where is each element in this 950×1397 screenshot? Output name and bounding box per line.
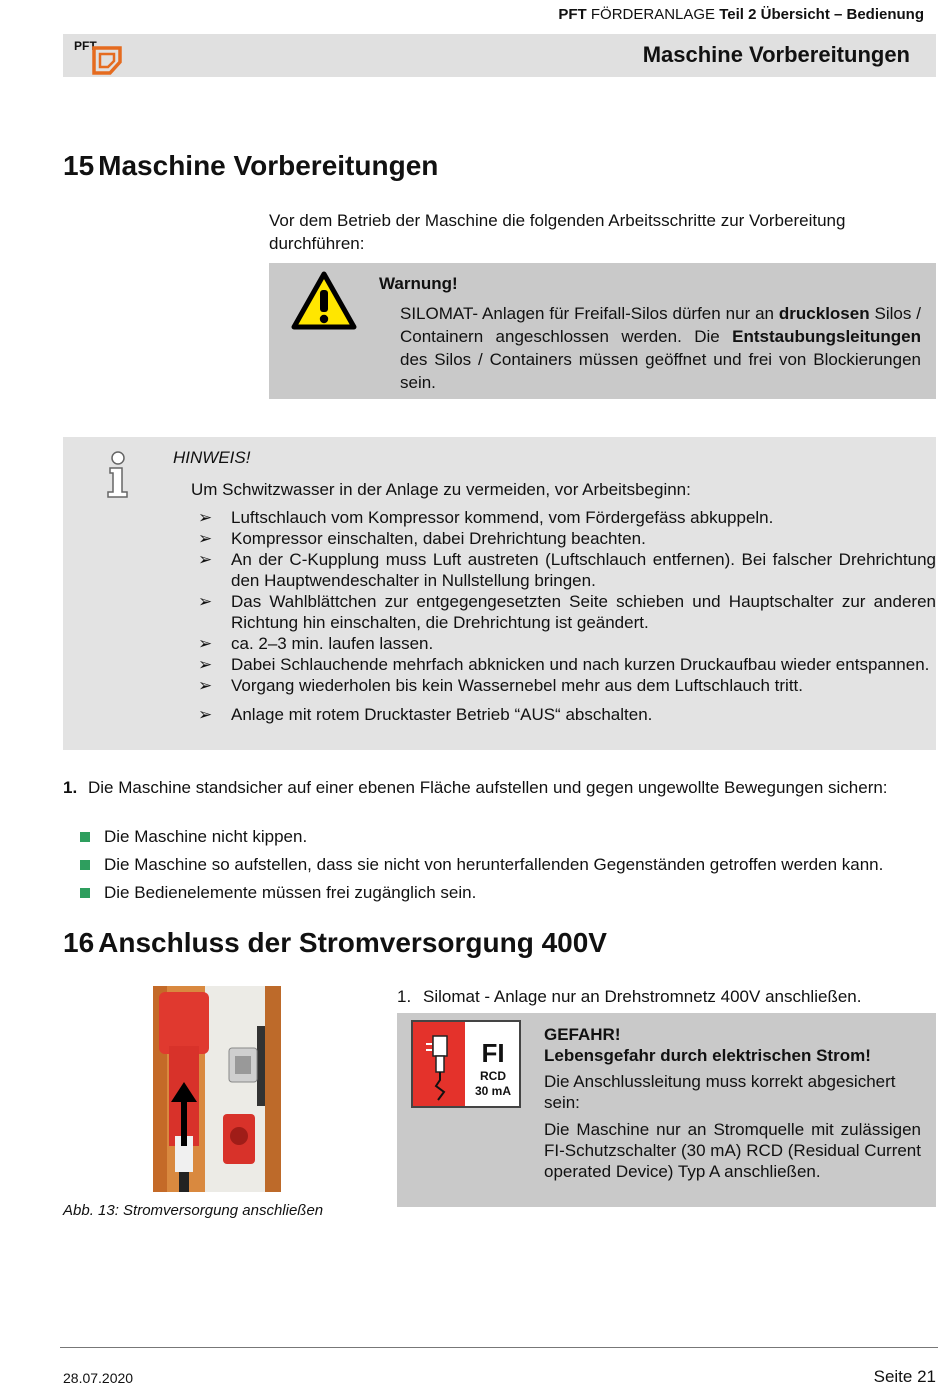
danger-text-2: Die Maschine nur an Stromquelle mit zulässigen FI-Schutzschalter (30 mA) RCD (Residual Current operated Device) Typ A anschließen. — [544, 1120, 921, 1181]
header-title: Maschine Vorbereitungen — [642, 42, 910, 67]
danger-title: GEFAHR! — [544, 1025, 621, 1044]
running-header: PFT FÖRDERANLAGE Teil 2 Übersicht – Bedienung — [558, 6, 924, 23]
green-square-bullet-icon — [80, 888, 90, 898]
list-item: ➢ An der C-Kupplung muss Luft austreten (Luftschlauch entfernen). Bei falscher Drehrichtung den Hauptwendeschalter in Nullstellung bringen. — [198, 550, 936, 590]
section-16-step-text: Silomat - Anlage nur an Drehstromnetz 400V anschließen. — [423, 987, 862, 1006]
danger-text-1: Die Anschlussleitung muss korrekt abgesichert sein: — [544, 1072, 896, 1112]
green-square-bullet-icon — [80, 860, 90, 870]
list-item: ➢ Dabei Schlauchende mehrfach abknicken und nach kurzen Druckaufbau wieder entspannen. — [198, 655, 930, 674]
fi-rcd-warning-icon — [411, 1020, 521, 1115]
arrow-bullet-icon: ➢ — [198, 676, 213, 695]
green-square-bullet-icon — [80, 832, 90, 842]
list-item: ➢ Das Wahlblättchen zur entgegengesetzten Seite schieben und Hauptschalter zur anderen Richtung hin einschalten, die Drehrichtung ist geändert. — [198, 592, 936, 632]
section-15-intro: Vor dem Betrieb der Maschine die folgenden Arbeitsschritte zur Vorbereitung durchführen: — [269, 211, 846, 253]
step-1-number: 1. — [63, 778, 78, 797]
section-15-heading: 15 Maschine Vorbereitungen — [63, 150, 439, 181]
section-16-heading: 16 Anschluss der Stromversorgung 400V — [63, 927, 607, 958]
info-icon — [103, 451, 133, 504]
svg-text:RCD: RCD — [480, 1069, 506, 1083]
footer-page-number: Seite 21 — [873, 1367, 936, 1386]
warning-text: SILOMAT- Anlagen für Freifall-Silos dürfen nur an drucklosen Silos / Containern angeschlossen werden. Die Entstaubungsleitungen des Silos / Containers müssen geöffnet und frei von Blockierungen sein. — [400, 304, 921, 392]
arrow-bullet-icon: ➢ — [198, 705, 213, 724]
requirements-list — [63, 823, 943, 907]
danger-subtitle: Lebensgefahr durch elektrischen Strom! — [544, 1046, 871, 1065]
arrow-bullet-icon: ➢ — [198, 529, 213, 548]
section-16-step-number: 1. — [397, 987, 412, 1006]
list-item: ➢ Kompressor einschalten, dabei Drehrichtung beachten. — [198, 529, 646, 548]
list-item: Die Maschine nicht kippen. — [63, 823, 943, 851]
warning-box — [269, 263, 936, 399]
arrow-bullet-icon: ➢ — [198, 592, 213, 611]
power-connection-photo — [153, 986, 281, 1192]
list-item: ➢ Luftschlauch vom Kompressor kommend, vom Fördergefäss abkuppeln. — [198, 508, 774, 527]
hint-list — [193, 507, 936, 725]
step-1-text: Die Maschine standsicher auf einer ebenen Fläche aufstellen und gegen ungewollte Bewegungen sichern: — [88, 778, 888, 797]
arrow-bullet-icon: ➢ — [198, 550, 213, 569]
warning-triangle-icon — [290, 270, 358, 337]
list-item: Die Bedienelemente müssen frei zugänglich sein. — [63, 879, 943, 907]
pft-logo — [72, 38, 126, 76]
list-item: ➢ Anlage mit rotem Drucktaster Betrieb “AUS“ abschalten. — [198, 705, 653, 724]
arrow-bullet-icon: ➢ — [198, 655, 213, 674]
figure-caption: Abb. 13: Stromversorgung anschließen — [63, 1202, 324, 1219]
warning-title: Warnung! — [379, 274, 458, 293]
svg-text:PFT: PFT — [74, 39, 97, 53]
svg-text:FI: FI — [481, 1038, 505, 1068]
list-item: ➢ ca. 2–3 min. laufen lassen. — [198, 634, 434, 653]
svg-text:30 mA: 30 mA — [474, 1084, 512, 1098]
list-item: ➢ Vorgang wiederholen bis kein Wassernebel mehr aus dem Luftschlauch tritt. — [198, 676, 804, 695]
footer-rule — [60, 1347, 938, 1348]
hint-title: HINWEIS! — [173, 448, 251, 467]
hint-box — [63, 437, 936, 750]
footer-date: 28.07.2020 — [63, 1370, 134, 1386]
arrow-bullet-icon: ➢ — [198, 634, 213, 653]
danger-box — [397, 1013, 936, 1207]
arrow-bullet-icon: ➢ — [198, 508, 213, 527]
hint-intro: Um Schwitzwasser in der Anlage zu vermeiden, vor Arbeitsbeginn: — [191, 480, 691, 499]
list-item: Die Maschine so aufstellen, dass sie nicht von herunterfallenden Gegenständen getroffen werden kann. — [63, 851, 943, 879]
